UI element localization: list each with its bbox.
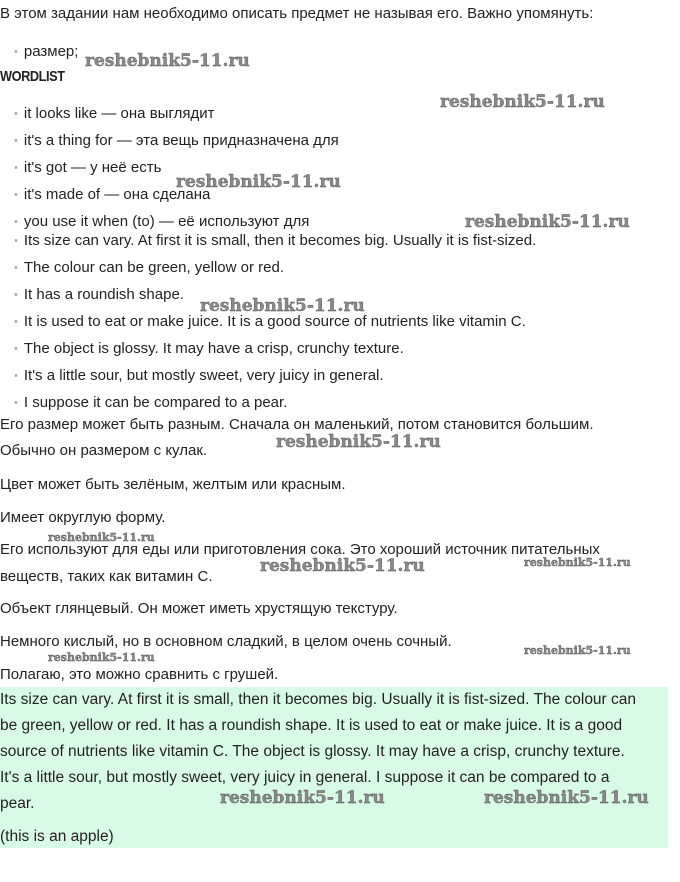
sentence-ru: Имеет округлую форму. [0,509,166,526]
sentence-ru: Объект глянцевый. Он может иметь хрустящую текстуру. [0,600,398,617]
watermark: reshebnik5-11.ru [440,92,605,112]
sentence-ru: Цвет может быть зелёным, желтым или красным. [0,476,346,493]
sentence-ru: веществ, таких как витамин С. [0,568,213,585]
wordlist-item: • you use it when (to) — её используют для [14,212,309,232]
sentence-en: • It's a little sour, but mostly sweet, very juicy in general. [14,366,384,386]
answer-line: It's a little sour, but mostly sweet, very juicy in general. I suppose it can be compared to a [0,769,610,786]
wordlist-item: • it looks like — она выглядит [14,104,214,124]
sentence-en: • I suppose it can be compared to a pear. [14,393,287,413]
watermark: reshebnik5-11.ru [85,51,250,71]
watermark: reshebnik5-11.ru [200,296,365,316]
sentence-en: • It is used to eat or make juice. It is a good source of nutrients like vitamin C. [14,312,526,332]
answer-note: (this is an apple) [0,828,114,845]
watermark: reshebnik5-11.ru [465,212,630,232]
watermark: reshebnik5-11.ru [220,788,385,808]
sentence-ru: Его размер может быть разным. Сначала он маленький, потом становится большим. [0,416,594,433]
sentence-en: • Its size can vary. At first it is small, then it becomes big. Usually it is fist-sized. [14,231,536,251]
answer-line: source of nutrients like vitamin C. The object is glossy. It may have a crisp, crunchy texture. [0,743,625,760]
wordlist-item: • it's got — у неё есть [14,158,161,178]
watermark: reshebnik5-11.ru [524,644,631,657]
answer-line: pear. [0,795,35,812]
wordlist-heading: WORDLIST [0,68,65,85]
sentence-en: • It has a roundish shape. [14,285,184,305]
intro-text: В этом задании нам необходимо описать предмет не называя его. Важно упомянуть: [0,5,594,22]
watermark: reshebnik5-11.ru [48,651,155,664]
answer-line: Its size can vary. At first it is small, then it becomes big. Usually it is fist-sized. The colour can [0,691,637,708]
wordlist-item: • it's a thing for — эта вещь придназначена для [14,131,339,151]
watermark: reshebnik5-11.ru [524,556,631,569]
watermark: reshebnik5-11.ru [176,172,341,192]
watermark: reshebnik5-11.ru [48,531,155,544]
sentence-ru: Его используют для еды или приготовления сока. Это хороший источник питательных [0,541,600,558]
sentence-ru: Обычно он размером с кулак. [0,442,208,459]
wordlist-item: • it's made of — она сделана [14,185,210,205]
answer-line: be green, yellow or red. It has a roundish shape. It is used to eat or make juice. It is a good [0,717,623,734]
sentence-ru: Полагаю, это можно сравнить с грушей. [0,666,279,683]
watermark: reshebnik5-11.ru [260,556,425,576]
sentence-en: • The colour can be green, yellow or red. [14,258,284,278]
watermark: reshebnik5-11.ru [484,788,649,808]
sentence-ru: Немного кислый, но в основном сладкий, в целом очень сочный. [0,633,452,650]
sentence-en: • The object is glossy. It may have a crisp, crunchy texture. [14,339,404,359]
watermark: reshebnik5-11.ru [276,432,441,452]
intro-bullet: • размер; [14,42,78,62]
